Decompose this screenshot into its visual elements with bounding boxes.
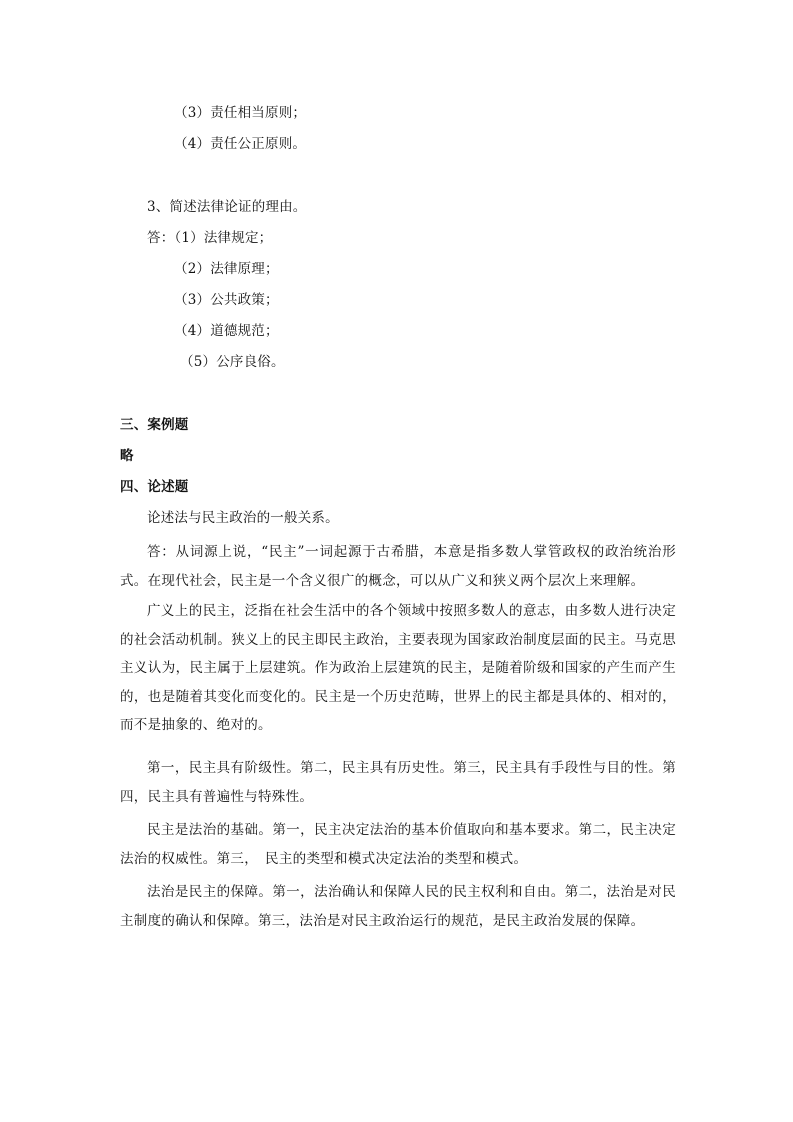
section-4-question: 论述法与民主政治的一般关系。 [147, 510, 339, 526]
answer-item-2: （2）法律原理； [174, 261, 279, 277]
principle-item-3: （3）责任相当原则； [174, 105, 307, 121]
answer-item-1: （1）法律规定； [174, 230, 273, 246]
answer-item-3: （3）公共政策； [174, 292, 279, 308]
essay-paragraph-5: 法治是民主的保障。第一，法治确认和保障人民的民主权利和自由。第二，法治是对民主制度的确认和保障。第三，法治是对民主政治运行的规范，是民主政治发展的保障。 [120, 884, 676, 929]
answer-prefix: 答： [147, 230, 175, 246]
section-4-heading: 四、论述题 [120, 479, 189, 495]
question-3-title: 3、简述法律论证的理由。 [147, 199, 307, 215]
essay-paragraph-2: 广义上的民主，泛指在社会生活中的各个领域中按照多数人的意志，由多数人进行决定的社会活动机制。狭义上的民主即民主政治，主要表现为国家政治制度层面的民主。马克思主义认为，民主属于上层建筑。作为政治上层建筑的民主，是随着阶级和国家的产生而产生的，也是随着其变化而变化的。民主是一个历史范畴，世界上的民主都是具体的、相对的，而不是抽象的、绝对的。 [120, 603, 676, 733]
essay-paragraph-4: 民主是法治的基础。第一，民主决定法治的基本价值取向和基本要求。第二，民主决定法治的权威性。第三， 民主的类型和模式决定法治的类型和模式。 [120, 822, 676, 867]
essay-paragraph-3: 第一，民主具有阶级性。第二，民主具有历史性。第三，民主具有手段性与目的性。第四，民主具有普遍性与特殊性。 [120, 760, 676, 805]
principle-item-4: （4）责任公正原则。 [174, 136, 307, 152]
answer-3-line-1 [147, 228, 272, 248]
answer-item-5: （5）公序良俗。 [180, 354, 285, 370]
essay-paragraph-1: 答：从词源上说，“民主”一词起源于古希腊，本意是指多数人掌管政权的政治统治形式。在现代社会，民主是一个含义很广的概念，可以从广义和狭义两个层次上来理解。 [120, 544, 676, 589]
section-3-heading: 三、案例题 [120, 417, 189, 433]
section-3-content: 略 [120, 448, 134, 464]
answer-item-4: （4）道德规范； [174, 323, 279, 339]
